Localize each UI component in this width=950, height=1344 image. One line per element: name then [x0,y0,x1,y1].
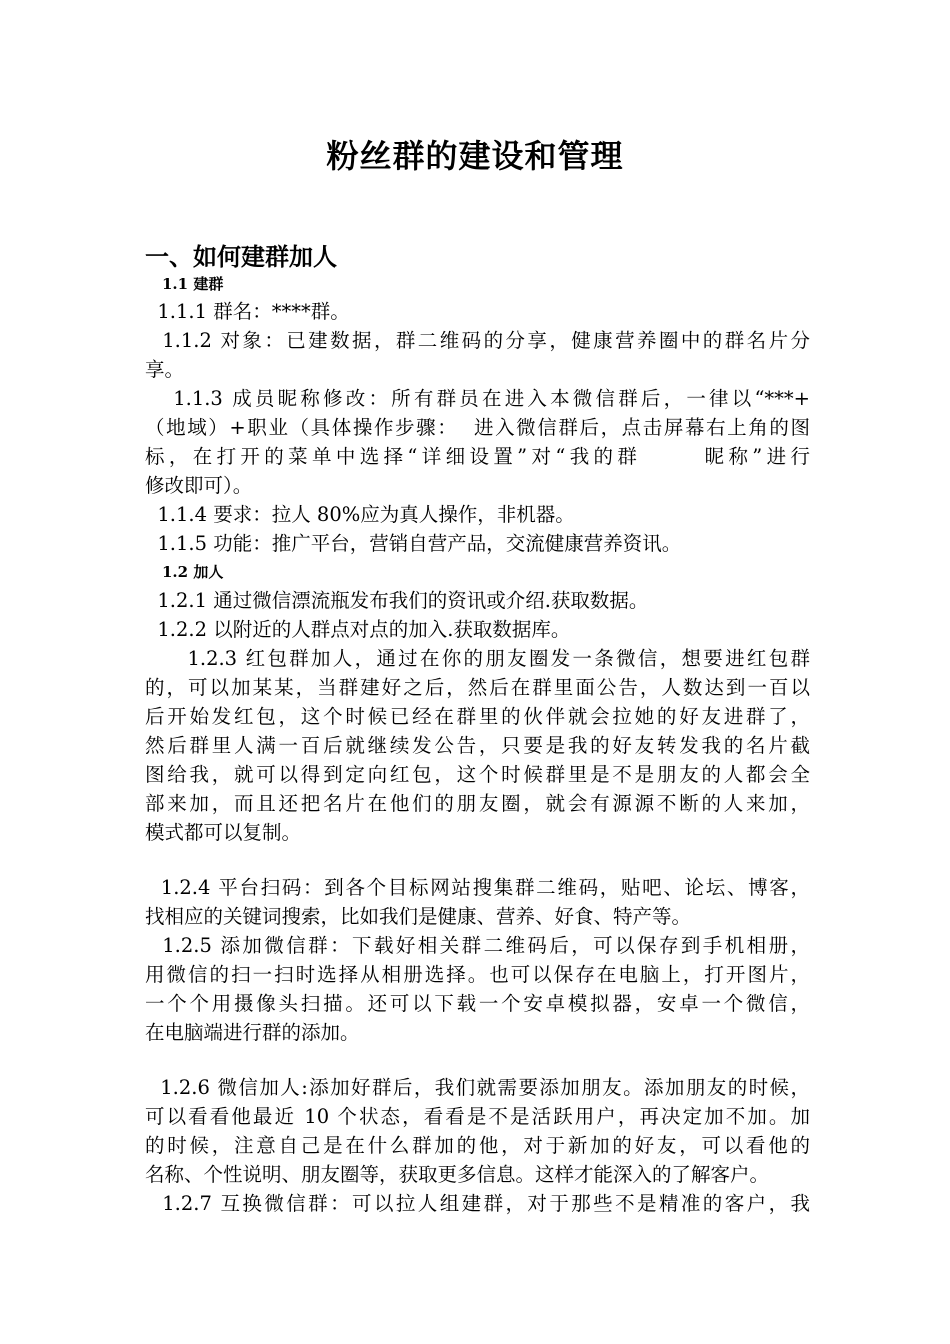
paragraph-line: （地域）+职业（具体操作步骤： 进入微信群后，点击屏幕右上角的图 [145,416,810,439]
paragraph-line: 1.2.4 平台扫码：到各个目标网站搜集群二维码，贴吧、论坛、博客， [145,876,810,899]
subheading-1-1-build-group: 1.1 建群 [162,275,224,293]
paragraph-line: 模式都可以复制。 [145,821,302,844]
paragraph-line: 找相应的关键词搜索，比如我们是健康、营养、好食、特产等。 [145,905,692,928]
paragraph-1-1-5 [145,529,810,558]
paragraph-line: 名称、个性说明、朋友圈等，获取更多信息。这样才能深入的了解客户。 [145,1163,770,1186]
paragraph-line: 在电脑端进行群的添加。 [145,1021,360,1044]
paragraph-line: 的时候，注意自己是在什么群加的他，对于新加的好友，可以看他的 [145,1134,810,1157]
paragraph-line: 1.2.6 微信加人:添加好群后，我们就需要添加朋友。添加朋友的时候， [145,1076,810,1099]
subheading-1-2-add-people: 1.2 加人 [162,563,224,581]
paragraph-line: 图给我，就可以得到定向红包，这个时候群里是不是朋友的人都会全 [145,763,810,786]
paragraph-line: 1.1.2 对象：已建数据，群二维码的分享，健康营养圈中的群名片分 [145,329,810,352]
paragraph-line: 享。 [145,358,185,381]
paragraph-1-2-1 [145,586,810,615]
paragraph-1-2-6 [145,1073,810,1189]
paragraph-line: 1.1.5 功能：推广平台，营销自营产品，交流健康营养资讯。 [145,532,682,555]
paragraph-line: 的，可以加某某，当群建好之后，然后在群里面公告，人数达到一百以 [145,676,810,699]
paragraph-line: 1.2.7 互换微信群：可以拉人组建群，对于那些不是精准的客户，我 [145,1192,810,1215]
paragraph-1-1-1 [145,297,810,326]
paragraph-line: 部来加，而且还把名片在他们的朋友圈，就会有源源不断的人来加， [145,792,810,815]
paragraph-1-1-4 [145,500,810,529]
paragraph-line: 标，在打开的菜单中选择“详细设置”对“我的群 昵称”进行 [145,445,810,468]
section-heading-how-to-build-group: 一、如何建群加人 [145,242,337,271]
paragraph-1-1-3 [145,384,810,500]
paragraph-line: 可以看看他最近 10 个状态，看看是不是活跃用户，再决定加不加。加 [145,1105,810,1128]
document-title: 粉丝群的建设和管理 [326,137,624,175]
paragraph-line: 1.2.2 以附近的人群点对点的加入.获取数据库。 [145,618,571,641]
paragraph-line: 1.1.3 成员昵称修改：所有群员在进入本微信群后，一律以“***+ [145,387,810,410]
paragraph-line: 1.2.5 添加微信群：下载好相关群二维码后，可以保存到手机相册， [145,934,810,957]
paragraph-1-2-5 [145,931,810,1047]
paragraph-line: 1.2.1 通过微信漂流瓶发布我们的资讯或介绍.获取数据。 [145,589,649,612]
paragraph-line: 修改即可）。 [145,474,253,497]
paragraph-line: 用微信的扫一扫时选择从相册选择。也可以保存在电脑上，打开图片， [145,963,810,986]
paragraph-line: 一个个用摄像头扫描。还可以下载一个安卓模拟器，安卓一个微信， [145,992,810,1015]
paragraph-1-2-7 [145,1189,810,1218]
paragraph-1-1-2 [145,326,810,384]
paragraph-1-2-4 [145,873,810,931]
paragraph-line: 后开始发红包，这个时候已经在群里的伙伴就会拉她的好友进群了， [145,705,810,728]
paragraph-1-2-2 [145,615,810,644]
paragraph-line: 1.1.1 群名：****群。 [145,300,350,323]
paragraph-1-2-3 [145,644,810,847]
paragraph-line: 1.2.3 红包群加人，通过在你的朋友圈发一条微信，想要进红包群 [145,647,810,670]
paragraph-line: 1.1.4 要求：拉人 80%应为真人操作，非机器。 [145,503,575,526]
paragraph-line: 然后群里人满一百后就继续发公告，只要是我的好友转发我的名片截 [145,734,810,757]
